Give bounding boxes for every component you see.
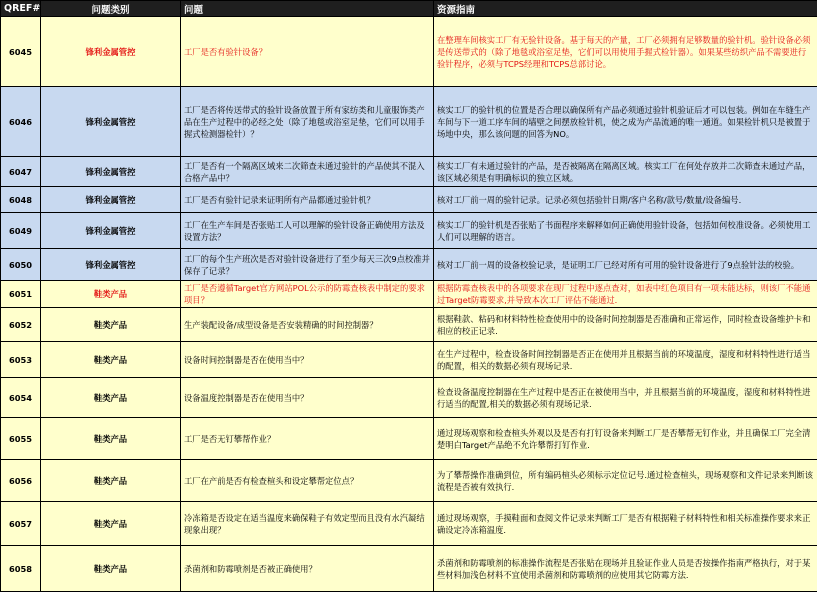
category-cell: 锋利金属管控 (41, 249, 181, 281)
question-cell: 工厂是否有验针记录来证明所有产品都通过验针机？ (181, 187, 434, 213)
guide-cell: 核实工厂的验针机是否张贴了书面程序来解释如何正确使用验针设备，包括如何校准设备。必须使用工人们可以理解的语言。 (434, 213, 817, 249)
table-row (1, 460, 817, 502)
question-cell: 工厂的每个生产班次是否对验针设备进行了至少每天三次9点校准并保存了记录？ (181, 249, 434, 281)
guide-cell: 根据防霉查核表中的各项要求在现厂过程中逐点查对，如表中红色项目有一项未能达标，则该厂不能通过Target防霉要求,并导致本次工厂评估不能通过. (434, 281, 817, 308)
category-cell: 鞋类产品 (41, 308, 181, 342)
category-cell: 鞋类产品 (41, 342, 181, 378)
guide-cell: 核实工厂有未通过验针的产品，是否被隔离在隔离区域。核实工厂在何处存放并二次筛查未通过产品，该区域必须是有明确标识的独立区域。 (434, 157, 817, 187)
header-category: 问题类别 (41, 1, 181, 17)
category-cell: 鞋类产品 (41, 418, 181, 460)
question-cell: 杀菌剂和防霉喷剂是否被正确使用？ (181, 546, 434, 592)
guide-cell: 为了攀帮操作准确到位，所有编码楦头必须标示定位记号.通过检查楦头，现场观察和文件记录来判断该流程是否被有效执行. (434, 460, 817, 502)
category-cell: 锋利金属管控 (41, 17, 181, 87)
table-row (1, 418, 817, 460)
table-row (1, 87, 817, 157)
table-row (1, 157, 817, 187)
question-cell: 工厂在产前是否有检查楦头和设定攀帮定位点？ (181, 460, 434, 502)
qref-cell: 6049 (1, 213, 41, 249)
guide-cell: 通过现场观察，手摸鞋面和查阅文件记录来判断工厂是否有根据鞋子材料特性和相关标准操作要求来正确设定冷冻箱温度. (434, 502, 817, 546)
header-question: 问题 (181, 1, 434, 17)
category-cell: 锋利金属管控 (41, 213, 181, 249)
table-row (1, 378, 817, 418)
qref-cell: 6052 (1, 308, 41, 342)
qref-cell: 6048 (1, 187, 41, 213)
category-cell: 鞋类产品 (41, 546, 181, 592)
qref-cell: 6057 (1, 502, 41, 546)
guide-cell: 核实工厂的验针机的位置是否合理以确保所有产品必须通过验针机验证后才可以包装。例如在车缝生产车间与下一道工序车间的墙壁之间摆放检针机，使之成为产品流通的唯一通道。如果检针机只是被置于场地中央，那么该问题的回答为NO。 (434, 87, 817, 157)
question-cell: 工厂在生产车间是否张贴工人可以理解的验针设备正确使用方法及设置方法？ (181, 213, 434, 249)
table-row (1, 213, 817, 249)
qref-cell: 6045 (1, 17, 41, 87)
table-row (1, 249, 817, 281)
header-qref: QREF# (1, 1, 41, 17)
category-cell: 鞋类产品 (41, 281, 181, 308)
table-row (1, 546, 817, 592)
qref-cell: 6058 (1, 546, 41, 592)
qref-cell: 6051 (1, 281, 41, 308)
table-row (1, 308, 817, 342)
table-row (1, 342, 817, 378)
guide-cell: 核对工厂前一周的验针记录。记录必须包括验针日期/客户名称/款号/数量/设备编号. (434, 187, 817, 213)
header-row (1, 1, 817, 17)
table-row (1, 187, 817, 213)
guide-cell: 杀菌剂和防霉喷剂的标准操作流程是否张贴在现场并且验证作业人员是否按操作指南严格执行，对于某些材料加浅色材料不宜使用杀菌剂和防霉喷剂的应使用其它防霉方法. (434, 546, 817, 592)
question-cell: 工厂是否遵循Target官方网站POL公示的防霉查核表中制定的要求项目？ (181, 281, 434, 308)
question-cell: 设备温度控制器是否在使用当中？ (181, 378, 434, 418)
qref-cell: 6046 (1, 87, 41, 157)
qref-cell: 6053 (1, 342, 41, 378)
guide-cell: 核对工厂前一周的设备校验记录，是证明工厂已经对所有可用的验针设备进行了9点验针法的校验。 (434, 249, 817, 281)
question-cell: 工厂是否无钉攀帮作业？ (181, 418, 434, 460)
guide-cell: 通过现场观察和检查楦头外观以及是否有打钉设备来判断工厂是否攀帮无钉作业，并且确保工厂完全清楚明白Target产品绝不允许攀帮打钉作业. (434, 418, 817, 460)
guide-cell: 检查设备温度控制器在生产过程中是否正在被使用当中，并且根据当前的环境温度，湿度和材料特性进行适当的配置,相关的数据必须有现场记录. (434, 378, 817, 418)
category-cell: 锋利金属管控 (41, 87, 181, 157)
qref-cell: 6055 (1, 418, 41, 460)
question-cell: 设备时间控制器是否在使用当中？ (181, 342, 434, 378)
guide-cell: 在整理车间核实工厂有无验针设备。基于每天的产量，工厂必须拥有足够数量的验针机。验针设备必须是传送带式的（除了地毯或浴室足垫，它们可以用使用手握式检针器）。如果某些纺织产品不需要进行验针程序，必须与TCPS经理和TCPS总部讨论。 (434, 17, 817, 87)
qref-cell: 6050 (1, 249, 41, 281)
qref-cell: 6054 (1, 378, 41, 418)
qref-cell: 6047 (1, 157, 41, 187)
category-cell: 锋利金属管控 (41, 187, 181, 213)
question-cell: 工厂是否有验针设备？ (181, 17, 434, 87)
table-row (1, 17, 817, 87)
qref-cell: 6056 (1, 460, 41, 502)
category-cell: 鞋类产品 (41, 460, 181, 502)
guide-cell: 在生产过程中，检查设备时间控制器是否正在使用并且根据当前的环境温度，湿度和材料特性进行适当的配置，相关的数据必须有现场记录. (434, 342, 817, 378)
category-cell: 鞋类产品 (41, 378, 181, 418)
category-cell: 锋利金属管控 (41, 157, 181, 187)
table-row (1, 281, 817, 308)
question-cell: 工厂是否将传送带式的验针设备放置于所有家纺类和儿童服饰类产品在生产过程中的必经之处（除了地毯或浴室足垫，它们可以用手握式检测器检针）？ (181, 87, 434, 157)
category-cell: 鞋类产品 (41, 502, 181, 546)
question-cell: 生产装配设备/成型设备是否安装精确的时间控制器？ (181, 308, 434, 342)
guide-cell: 根据鞋款、粘码和材料特性检查使用中的设备时间控制器是否准确和正常运作，同时检查设备维护卡和相应的校正记录. (434, 308, 817, 342)
header-guide: 资源指南 (434, 1, 817, 17)
table-row (1, 502, 817, 546)
question-cell: 冷冻箱是否设定在适当温度来确保鞋子有效定型而且没有水汽凝结现象出现？ (181, 502, 434, 546)
question-cell: 工厂是否有一个隔离区域来二次筛查未通过验针的产品使其不混入合格产品中？ (181, 157, 434, 187)
